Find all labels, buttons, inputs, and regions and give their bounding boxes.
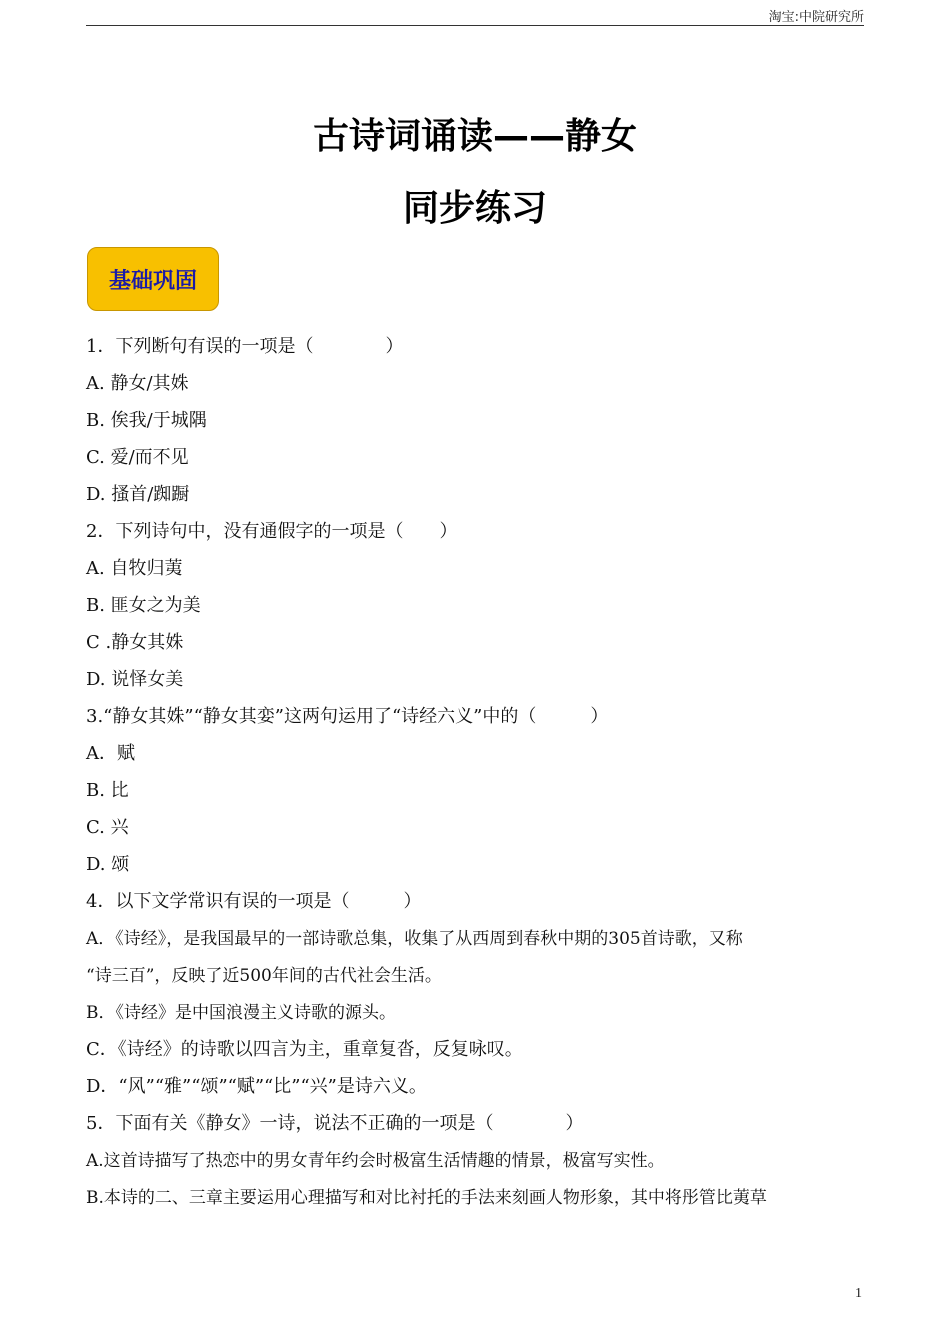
question-2-option-d: D. 说怿女美 — [86, 669, 184, 690]
question-4-option-d: D．“风”“雅”“颂”“赋”“比”“兴”是诗六义。 — [86, 1076, 427, 1097]
question-2-stem: 2．下列诗句中，没有通假字的一项是（ ） — [86, 521, 458, 542]
question-3-stem: 3.“静女其姝”“静女其娈”这两句运用了“诗经六义”中的（ ） — [86, 706, 609, 727]
question-5-stem: 5．下面有关《静女》一诗，说法不正确的一项是（ ） — [86, 1113, 584, 1134]
question-3-option-b: B. 比 — [86, 780, 129, 801]
question-4-stem: 4．以下文学常识有误的一项是（ ） — [86, 891, 422, 912]
question-4-option-a-continued: “诗三百”，反映了近500年间的古代社会生活。 — [86, 966, 442, 986]
question-1-stem: 1．下列断句有误的一项是（ ） — [86, 336, 404, 357]
question-3-option-a: A．赋 — [86, 743, 135, 764]
section-badge — [87, 247, 219, 311]
question-1-option-c: C. 爱/而不见 — [86, 447, 189, 468]
page-number: 1 — [855, 1286, 862, 1301]
question-1-option-d: D. 搔首/踟蹰 — [86, 484, 190, 505]
question-1-option-b: B. 俟我/于城隅 — [86, 410, 207, 431]
question-3-option-d: D. 颂 — [86, 854, 130, 875]
question-2-option-b: B. 匪女之为美 — [86, 595, 201, 616]
question-list — [86, 333, 866, 1221]
question-2-option-c: C .静女其姝 — [86, 632, 184, 653]
question-4-option-a: A．《诗经》，是我国最早的一部诗歌总集，收集了从西周到春秋中期的305首诗歌，又称 — [86, 929, 743, 949]
question-3-option-c: C. 兴 — [86, 817, 129, 838]
question-5-option-b: B.本诗的二、三章主要运用心理描写和对比衬托的手法来刻画人物形象，其中将彤管比荑草 — [86, 1188, 767, 1208]
document-subtitle: 同步练习 — [402, 188, 547, 229]
question-1-option-a: A. 静女/其姝 — [86, 373, 189, 394]
question-5-option-a: A.这首诗描写了热恋中的男女青年约会时极富生活情趣的情景，极富写实性。 — [86, 1151, 665, 1171]
section-badge-label: 基础巩固 — [108, 268, 197, 294]
document-title: 古诗词诵读——静女 — [312, 116, 637, 157]
header-shop-label: 淘宝:中院研究所 — [768, 10, 864, 25]
question-2-option-a: A. 自牧归荑 — [86, 558, 183, 579]
question-4-option-c: C．《诗经》的诗歌以四言为主，重章复沓，反复咏叹。 — [86, 1039, 523, 1060]
question-4-option-b: B．《诗经》是中国浪漫主义诗歌的源头。 — [86, 1003, 396, 1023]
header-divider — [86, 25, 864, 26]
